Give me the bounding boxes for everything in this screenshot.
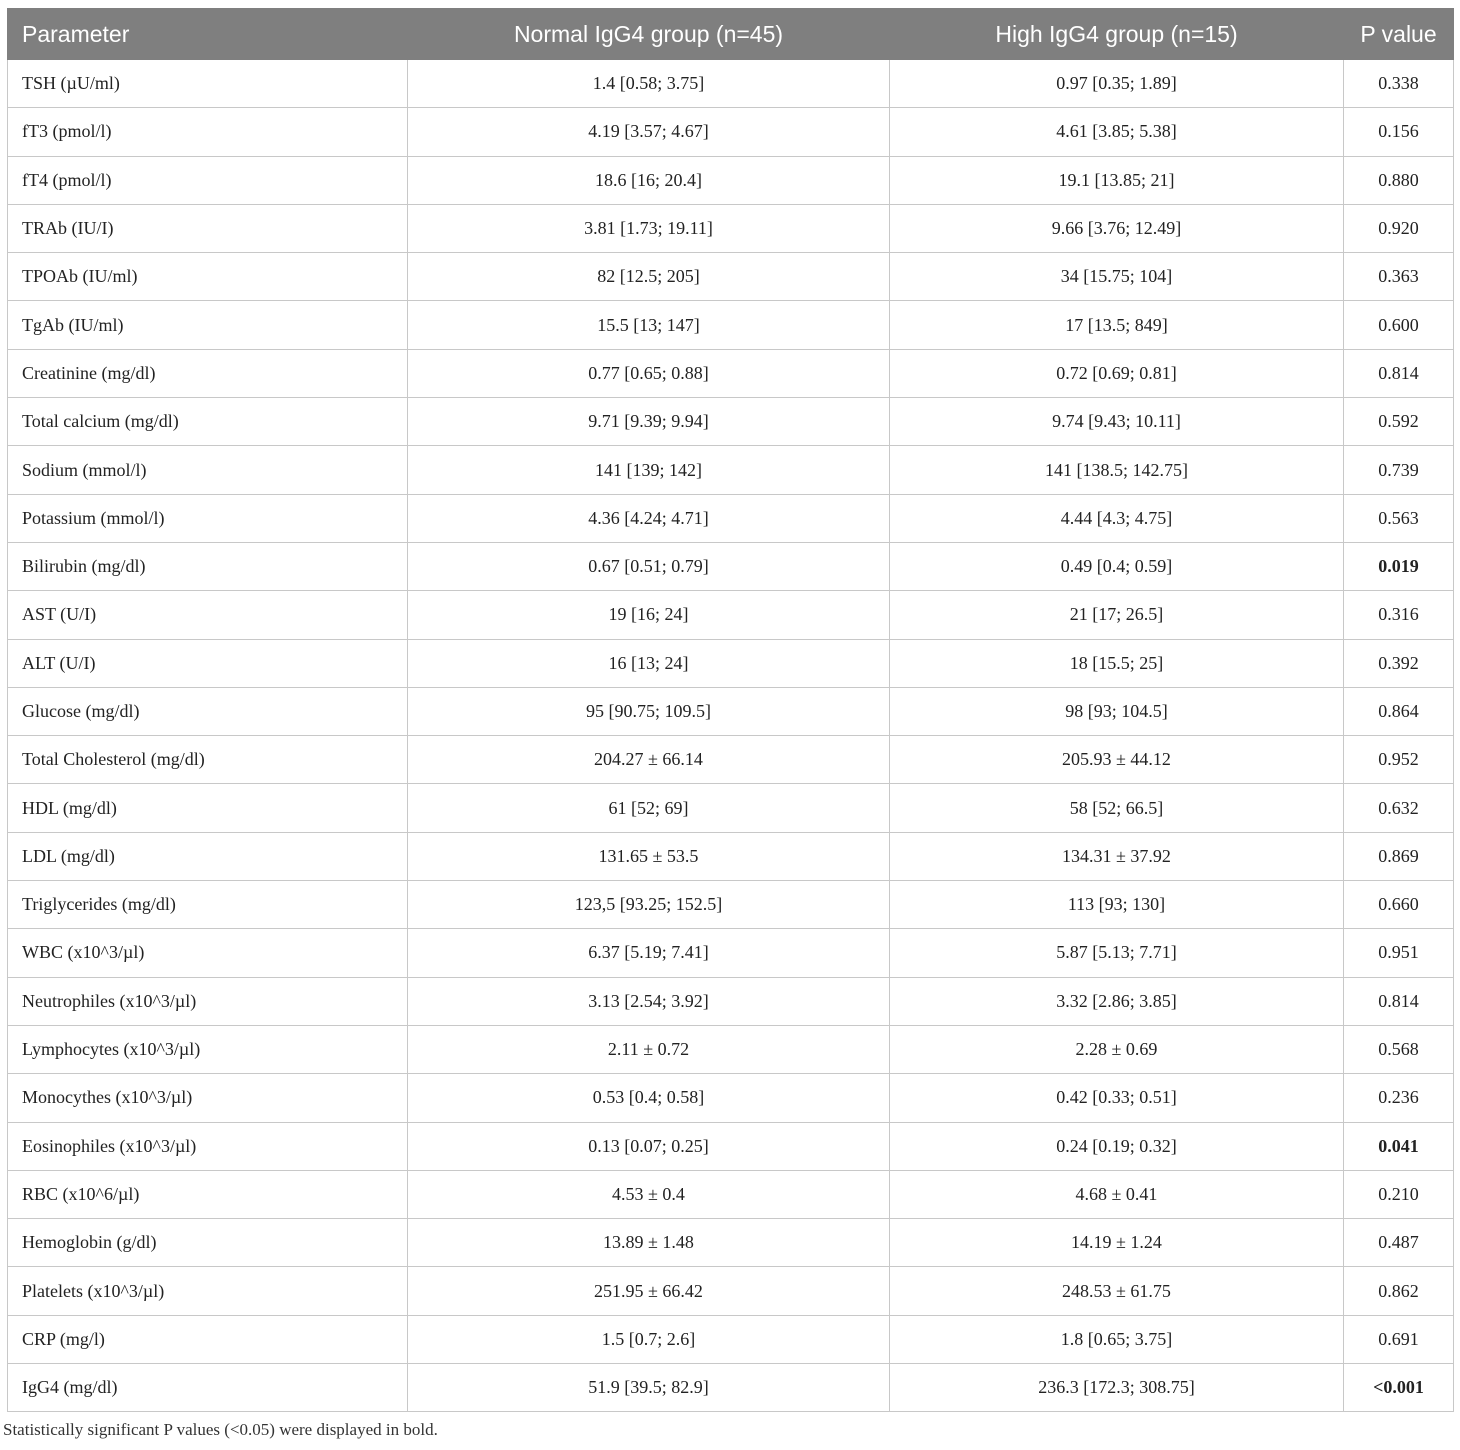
header-normal-group: Normal IgG4 group (n=45) (408, 9, 890, 60)
table-header (8, 9, 1454, 60)
table-footnote: Statistically significant P values (<0.05) were displayed in bold. (3, 1420, 438, 1439)
header-row (8, 9, 1454, 60)
p-value-cell: 0.156 (1344, 108, 1454, 156)
normal-group-cell: 3.81 [1.73; 19.11] (408, 204, 890, 252)
p-value-cell: 0.600 (1344, 301, 1454, 349)
p-value-cell: 0.338 (1344, 60, 1454, 108)
parameter-cell: WBC (x10^3/µl) (8, 929, 408, 977)
parameter-cell: TRAb (IU/I) (8, 204, 408, 252)
parameter-cell: IgG4 (mg/dl) (8, 1364, 408, 1412)
high-group-cell: 17 [13.5; 849] (890, 301, 1344, 349)
normal-group-cell: 19 [16; 24] (408, 591, 890, 639)
parameter-cell: RBC (x10^6/µl) (8, 1170, 408, 1218)
normal-group-cell: 1.4 [0.58; 3.75] (408, 60, 890, 108)
p-value-cell: 0.814 (1344, 349, 1454, 397)
normal-group-cell: 0.53 [0.4; 0.58] (408, 1074, 890, 1122)
p-value-cell: 0.563 (1344, 494, 1454, 542)
parameter-cell: TPOAb (IU/ml) (8, 253, 408, 301)
table-row (8, 1267, 1454, 1315)
high-group-cell: 2.28 ± 0.69 (890, 1025, 1344, 1073)
table-row (8, 60, 1454, 108)
normal-group-cell: 4.53 ± 0.4 (408, 1170, 890, 1218)
high-group-cell: 0.72 [0.69; 0.81] (890, 349, 1344, 397)
table-row (8, 156, 1454, 204)
p-value-cell: 0.691 (1344, 1315, 1454, 1363)
table-body (8, 60, 1454, 1412)
normal-group-cell: 4.19 [3.57; 4.67] (408, 108, 890, 156)
p-value-cell: 0.363 (1344, 253, 1454, 301)
high-group-cell: 236.3 [172.3; 308.75] (890, 1364, 1344, 1412)
normal-group-cell: 15.5 [13; 147] (408, 301, 890, 349)
normal-group-cell: 61 [52; 69] (408, 784, 890, 832)
p-value-cell: 0.019 (1344, 542, 1454, 590)
parameter-cell: TSH (µU/ml) (8, 60, 408, 108)
high-group-cell: 9.66 [3.76; 12.49] (890, 204, 1344, 252)
parameter-cell: HDL (mg/dl) (8, 784, 408, 832)
high-group-cell: 3.32 [2.86; 3.85] (890, 977, 1344, 1025)
high-group-cell: 58 [52; 66.5] (890, 784, 1344, 832)
header-parameter: Parameter (8, 9, 408, 60)
p-value-cell: 0.739 (1344, 446, 1454, 494)
table-row (8, 349, 1454, 397)
table-row (8, 1122, 1454, 1170)
parameter-cell: Neutrophiles (x10^3/µl) (8, 977, 408, 1025)
table-row (8, 204, 1454, 252)
p-value-cell: 0.392 (1344, 639, 1454, 687)
high-group-cell: 0.42 [0.33; 0.51] (890, 1074, 1344, 1122)
parameter-cell: Sodium (mmol/l) (8, 446, 408, 494)
parameter-cell: Lymphocytes (x10^3/µl) (8, 1025, 408, 1073)
table-row (8, 301, 1454, 349)
parameter-cell: Hemoglobin (g/dl) (8, 1219, 408, 1267)
p-value-cell: 0.814 (1344, 977, 1454, 1025)
high-group-cell: 141 [138.5; 142.75] (890, 446, 1344, 494)
table-row (8, 1364, 1454, 1412)
high-group-cell: 1.8 [0.65; 3.75] (890, 1315, 1344, 1363)
high-group-cell: 4.44 [4.3; 4.75] (890, 494, 1344, 542)
high-group-cell: 113 [93; 130] (890, 881, 1344, 929)
normal-group-cell: 141 [139; 142] (408, 446, 890, 494)
high-group-cell: 21 [17; 26.5] (890, 591, 1344, 639)
normal-group-cell: 204.27 ± 66.14 (408, 736, 890, 784)
normal-group-cell: 0.77 [0.65; 0.88] (408, 349, 890, 397)
high-group-cell: 4.61 [3.85; 5.38] (890, 108, 1344, 156)
normal-group-cell: 0.13 [0.07; 0.25] (408, 1122, 890, 1170)
table-row (8, 1170, 1454, 1218)
high-group-cell: 9.74 [9.43; 10.11] (890, 398, 1344, 446)
table-row (8, 1219, 1454, 1267)
parameter-cell: Eosinophiles (x10^3/µl) (8, 1122, 408, 1170)
table-row (8, 736, 1454, 784)
parameter-cell: Triglycerides (mg/dl) (8, 881, 408, 929)
p-value-cell: 0.920 (1344, 204, 1454, 252)
high-group-cell: 248.53 ± 61.75 (890, 1267, 1344, 1315)
parameter-cell: ALT (U/I) (8, 639, 408, 687)
parameter-cell: Platelets (x10^3/µl) (8, 1267, 408, 1315)
table-container (7, 8, 1453, 1412)
parameter-cell: Potassium (mmol/l) (8, 494, 408, 542)
table-row (8, 398, 1454, 446)
p-value-cell: 0.568 (1344, 1025, 1454, 1073)
p-value-cell: 0.316 (1344, 591, 1454, 639)
table-row (8, 881, 1454, 929)
high-group-cell: 205.93 ± 44.12 (890, 736, 1344, 784)
normal-group-cell: 6.37 [5.19; 7.41] (408, 929, 890, 977)
high-group-cell: 0.97 [0.35; 1.89] (890, 60, 1344, 108)
parameter-cell: Creatinine (mg/dl) (8, 349, 408, 397)
p-value-cell: 0.236 (1344, 1074, 1454, 1122)
parameter-cell: Glucose (mg/dl) (8, 687, 408, 735)
lab-parameters-table (7, 8, 1454, 1412)
parameter-cell: Total calcium (mg/dl) (8, 398, 408, 446)
normal-group-cell: 3.13 [2.54; 3.92] (408, 977, 890, 1025)
high-group-cell: 0.49 [0.4; 0.59] (890, 542, 1344, 590)
parameter-cell: Total Cholesterol (mg/dl) (8, 736, 408, 784)
high-group-cell: 98 [93; 104.5] (890, 687, 1344, 735)
p-value-cell: 0.210 (1344, 1170, 1454, 1218)
normal-group-cell: 95 [90.75; 109.5] (408, 687, 890, 735)
p-value-cell: 0.487 (1344, 1219, 1454, 1267)
p-value-cell: 0.862 (1344, 1267, 1454, 1315)
high-group-cell: 134.31 ± 37.92 (890, 832, 1344, 880)
table-row (8, 1074, 1454, 1122)
table-row (8, 784, 1454, 832)
table-row (8, 832, 1454, 880)
high-group-cell: 18 [15.5; 25] (890, 639, 1344, 687)
high-group-cell: 14.19 ± 1.24 (890, 1219, 1344, 1267)
parameter-cell: LDL (mg/dl) (8, 832, 408, 880)
p-value-cell: 0.869 (1344, 832, 1454, 880)
normal-group-cell: 2.11 ± 0.72 (408, 1025, 890, 1073)
normal-group-cell: 131.65 ± 53.5 (408, 832, 890, 880)
table-row (8, 639, 1454, 687)
high-group-cell: 5.87 [5.13; 7.71] (890, 929, 1344, 977)
parameter-cell: Bilirubin (mg/dl) (8, 542, 408, 590)
table-row (8, 977, 1454, 1025)
table-row (8, 446, 1454, 494)
header-high-group: High IgG4 group (n=15) (890, 9, 1344, 60)
table-row (8, 253, 1454, 301)
high-group-cell: 19.1 [13.85; 21] (890, 156, 1344, 204)
p-value-cell: 0.660 (1344, 881, 1454, 929)
normal-group-cell: 251.95 ± 66.42 (408, 1267, 890, 1315)
table-row (8, 1025, 1454, 1073)
parameter-cell: Monocythes (x10^3/µl) (8, 1074, 408, 1122)
high-group-cell: 34 [15.75; 104] (890, 253, 1344, 301)
high-group-cell: 0.24 [0.19; 0.32] (890, 1122, 1344, 1170)
p-value-cell: 0.632 (1344, 784, 1454, 832)
table-row (8, 591, 1454, 639)
normal-group-cell: 9.71 [9.39; 9.94] (408, 398, 890, 446)
parameter-cell: TgAb (IU/ml) (8, 301, 408, 349)
table-row (8, 108, 1454, 156)
normal-group-cell: 123,5 [93.25; 152.5] (408, 881, 890, 929)
p-value-cell: 0.592 (1344, 398, 1454, 446)
p-value-cell: 0.951 (1344, 929, 1454, 977)
normal-group-cell: 51.9 [39.5; 82.9] (408, 1364, 890, 1412)
p-value-cell: 0.041 (1344, 1122, 1454, 1170)
table-row (8, 542, 1454, 590)
parameter-cell: fT4 (pmol/l) (8, 156, 408, 204)
parameter-cell: fT3 (pmol/l) (8, 108, 408, 156)
normal-group-cell: 18.6 [16; 20.4] (408, 156, 890, 204)
table-row (8, 1315, 1454, 1363)
table-row (8, 687, 1454, 735)
table-row (8, 494, 1454, 542)
normal-group-cell: 82 [12.5; 205] (408, 253, 890, 301)
normal-group-cell: 4.36 [4.24; 4.71] (408, 494, 890, 542)
table-row (8, 929, 1454, 977)
parameter-cell: CRP (mg/l) (8, 1315, 408, 1363)
parameter-cell: AST (U/I) (8, 591, 408, 639)
p-value-cell: <0.001 (1344, 1364, 1454, 1412)
normal-group-cell: 1.5 [0.7; 2.6] (408, 1315, 890, 1363)
p-value-cell: 0.880 (1344, 156, 1454, 204)
p-value-cell: 0.864 (1344, 687, 1454, 735)
normal-group-cell: 16 [13; 24] (408, 639, 890, 687)
normal-group-cell: 0.67 [0.51; 0.79] (408, 542, 890, 590)
high-group-cell: 4.68 ± 0.41 (890, 1170, 1344, 1218)
header-p-value: P value (1344, 9, 1454, 60)
normal-group-cell: 13.89 ± 1.48 (408, 1219, 890, 1267)
p-value-cell: 0.952 (1344, 736, 1454, 784)
